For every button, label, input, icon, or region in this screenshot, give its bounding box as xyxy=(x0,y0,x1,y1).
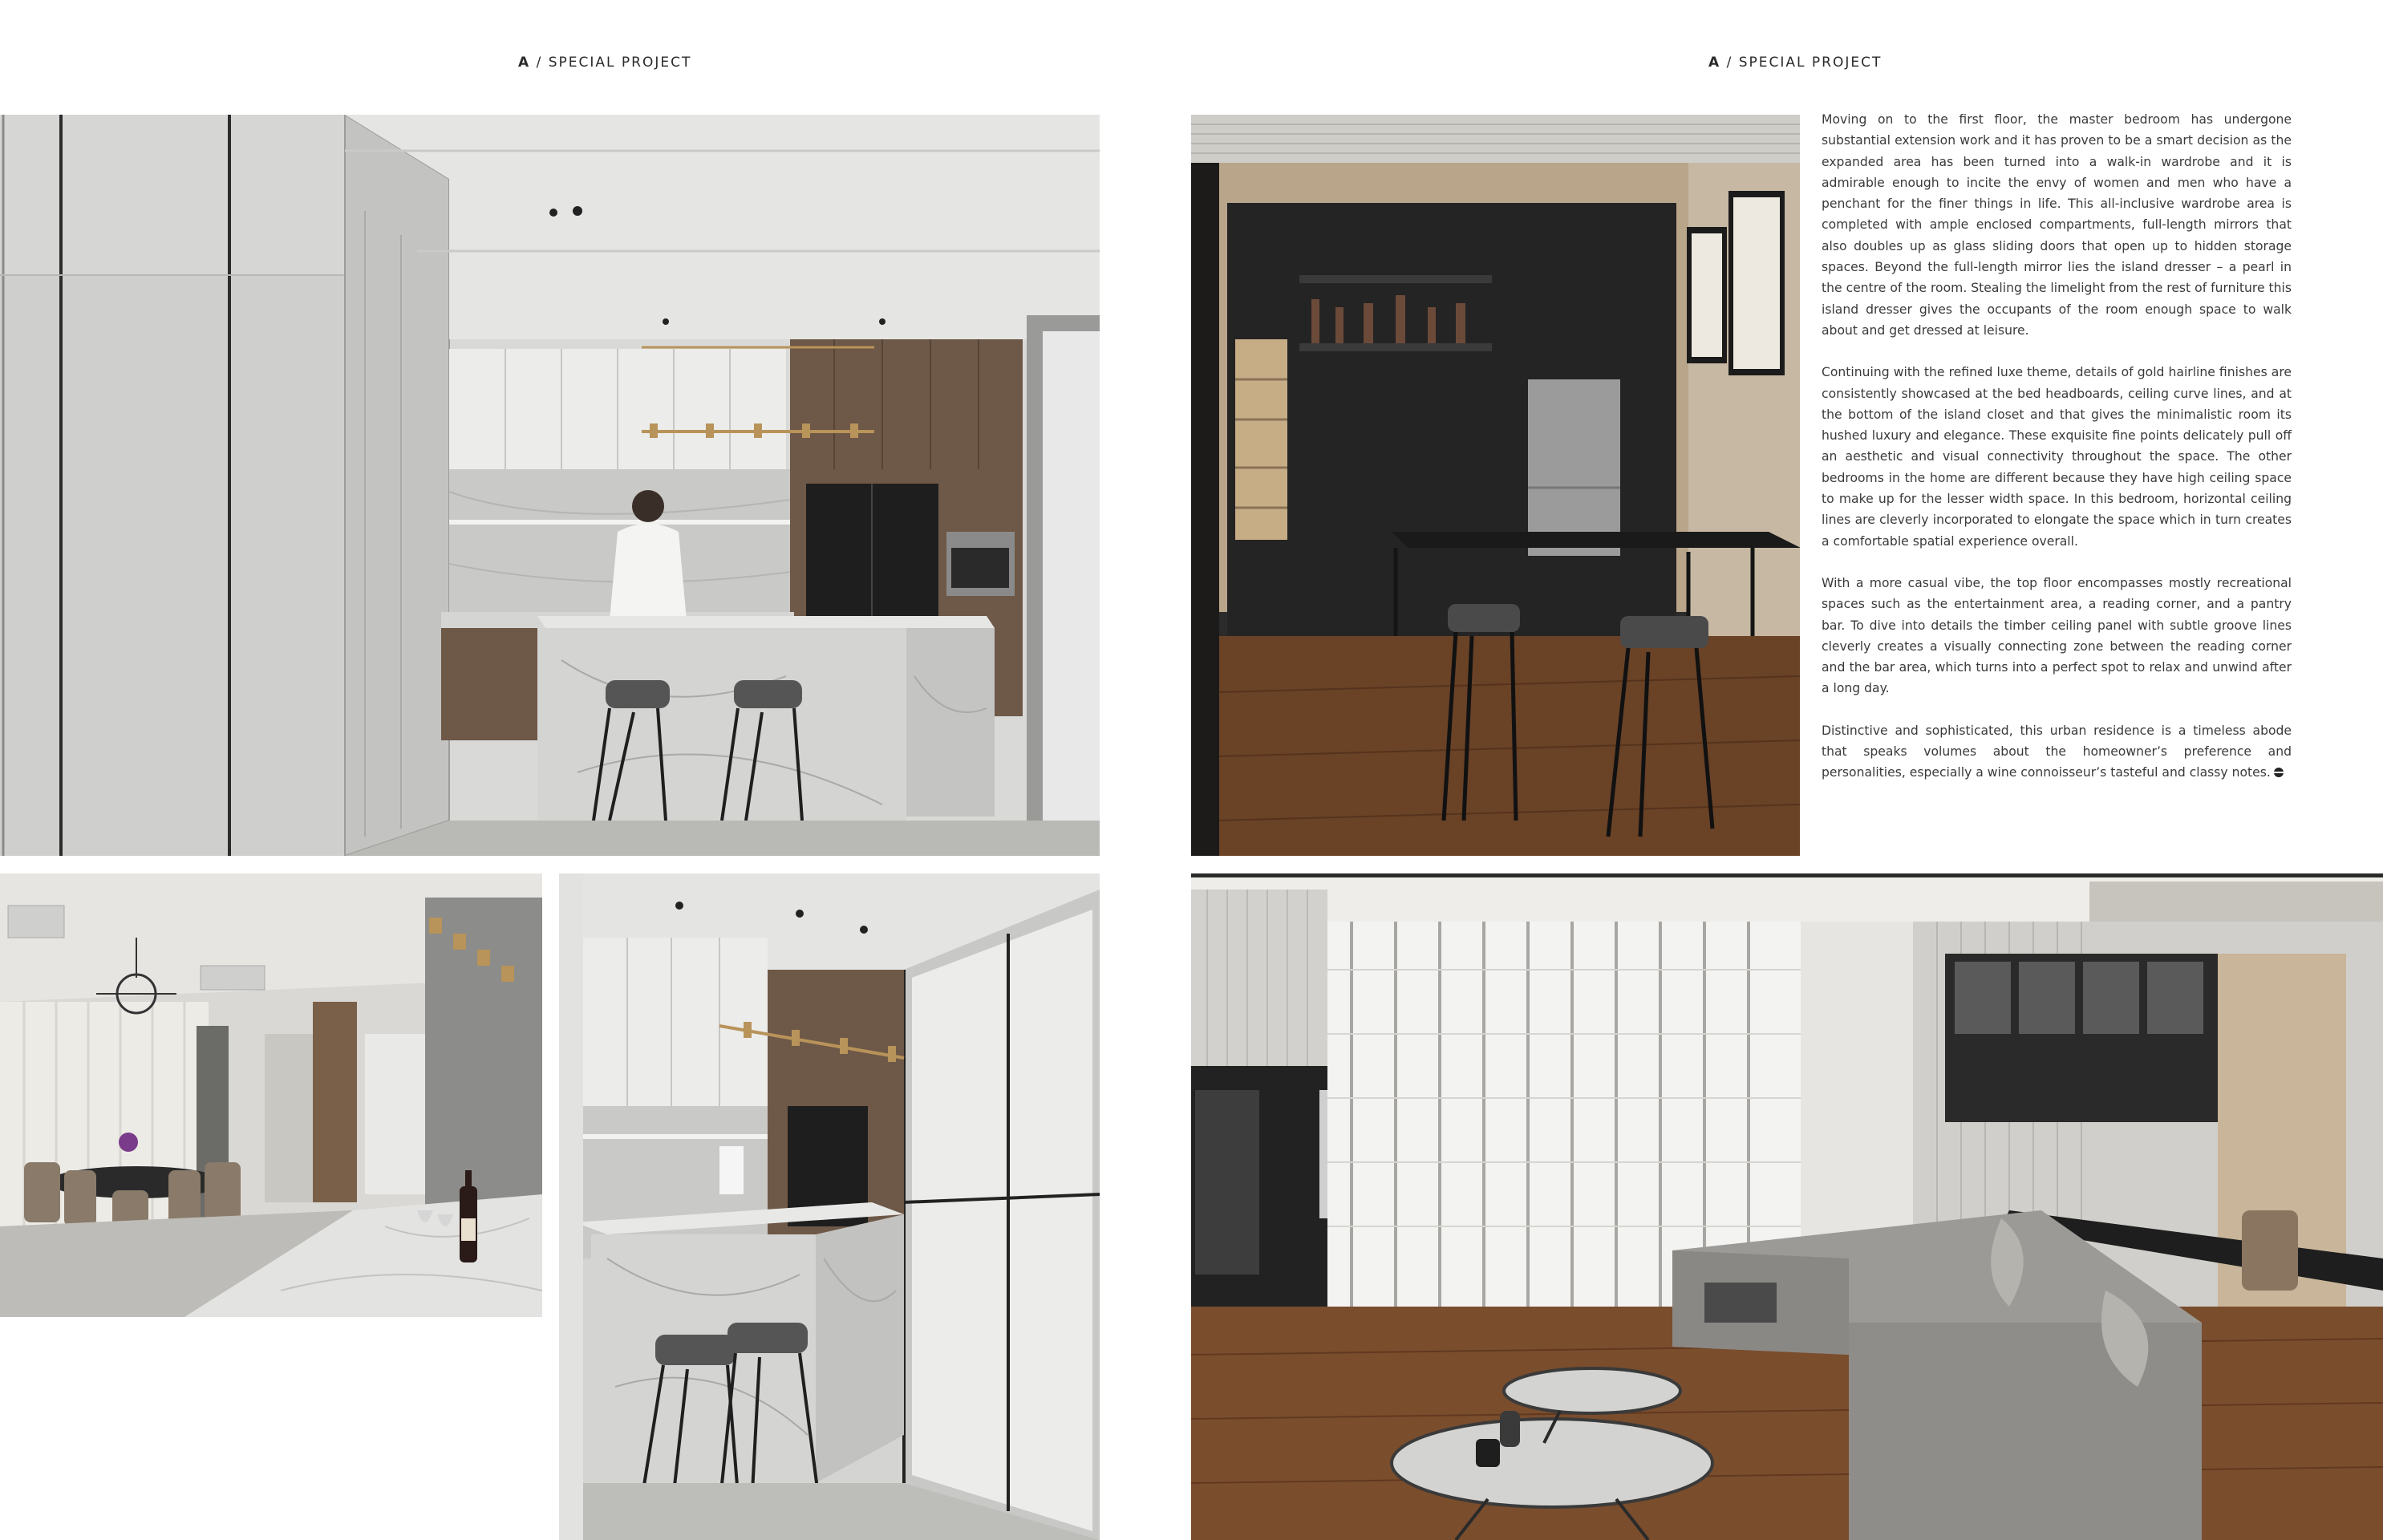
section-label: / SPECIAL PROJECT xyxy=(1726,55,1882,71)
section-label: / SPECIAL PROJECT xyxy=(536,55,692,71)
pantry-bar-photo xyxy=(1191,115,1800,856)
article-body xyxy=(1822,109,2292,804)
article-paragraph: With a more casual vibe, the top floor encompasses mostly recreational spaces such as the entertainment area, a reading corner, and a pantry bar. To dive into details the timber ceiling panel with subtle groove lines cleverly creates a visually connecting zone between the reading corner and the bar area, which turns into a perfect spot to relax and unwind after a long day. xyxy=(1822,575,2292,696)
page-header-right xyxy=(1708,55,1882,71)
kitchen-island-photo xyxy=(559,873,1100,1540)
dining-area-photo xyxy=(0,873,542,1317)
article-paragraph-last xyxy=(1822,720,2292,784)
magazine-mark: A xyxy=(518,55,531,71)
end-mark-icon xyxy=(2274,768,2284,777)
article-paragraph: Continuing with the refined luxe theme, details of gold hairline finishes are consistently showcased at the bed headboards, ceiling curve lines, and at the bottom of the island closet and that gives the minimalistic room its hushed luxury and elegance. These exquisite fine points delicately pull off an aesthetic and visual connectivity throughout the space. The other bedrooms in the home are different because they have high ceiling space to make up for the lesser width space. In this bedroom, horizontal ceiling lines are cleverly incorporated to elongate the space which in turn creates a comfortable spatial experience overall. xyxy=(1822,365,2292,549)
page-header-left xyxy=(518,55,691,71)
article-paragraph: Moving on to the first floor, the master bedroom has undergone substantial extension work and it has proven to be a smart decision as the expanded area has been turned into a walk-in wardrobe and it is admirable enough to incite the envy of women and men who have a penchant for the finer things in life. This all-inclusive wardrobe area is completed with ample enclosed compartments, full-length mirrors that also doubles up as glass sliding doors that open up to hidden storage spaces. Beyond the full-length mirror lies the island dresser – a pearl in the centre of the room. Stealing the limelight from the rest of furniture this island dresser gives the occupants of the room enough space to walk about and get dressed at leisure. xyxy=(1822,112,2292,338)
living-room-photo xyxy=(1191,873,2383,1540)
article-paragraph-text: Distinctive and sophisticated, this urban residence is a timeless abode that speaks volumes about the homeowner’s preference and personalities, especially a wine connoisseur’s tasteful and classy notes. xyxy=(1822,723,2292,780)
magazine-mark: A xyxy=(1708,55,1721,71)
kitchen-main-photo xyxy=(0,115,1100,856)
